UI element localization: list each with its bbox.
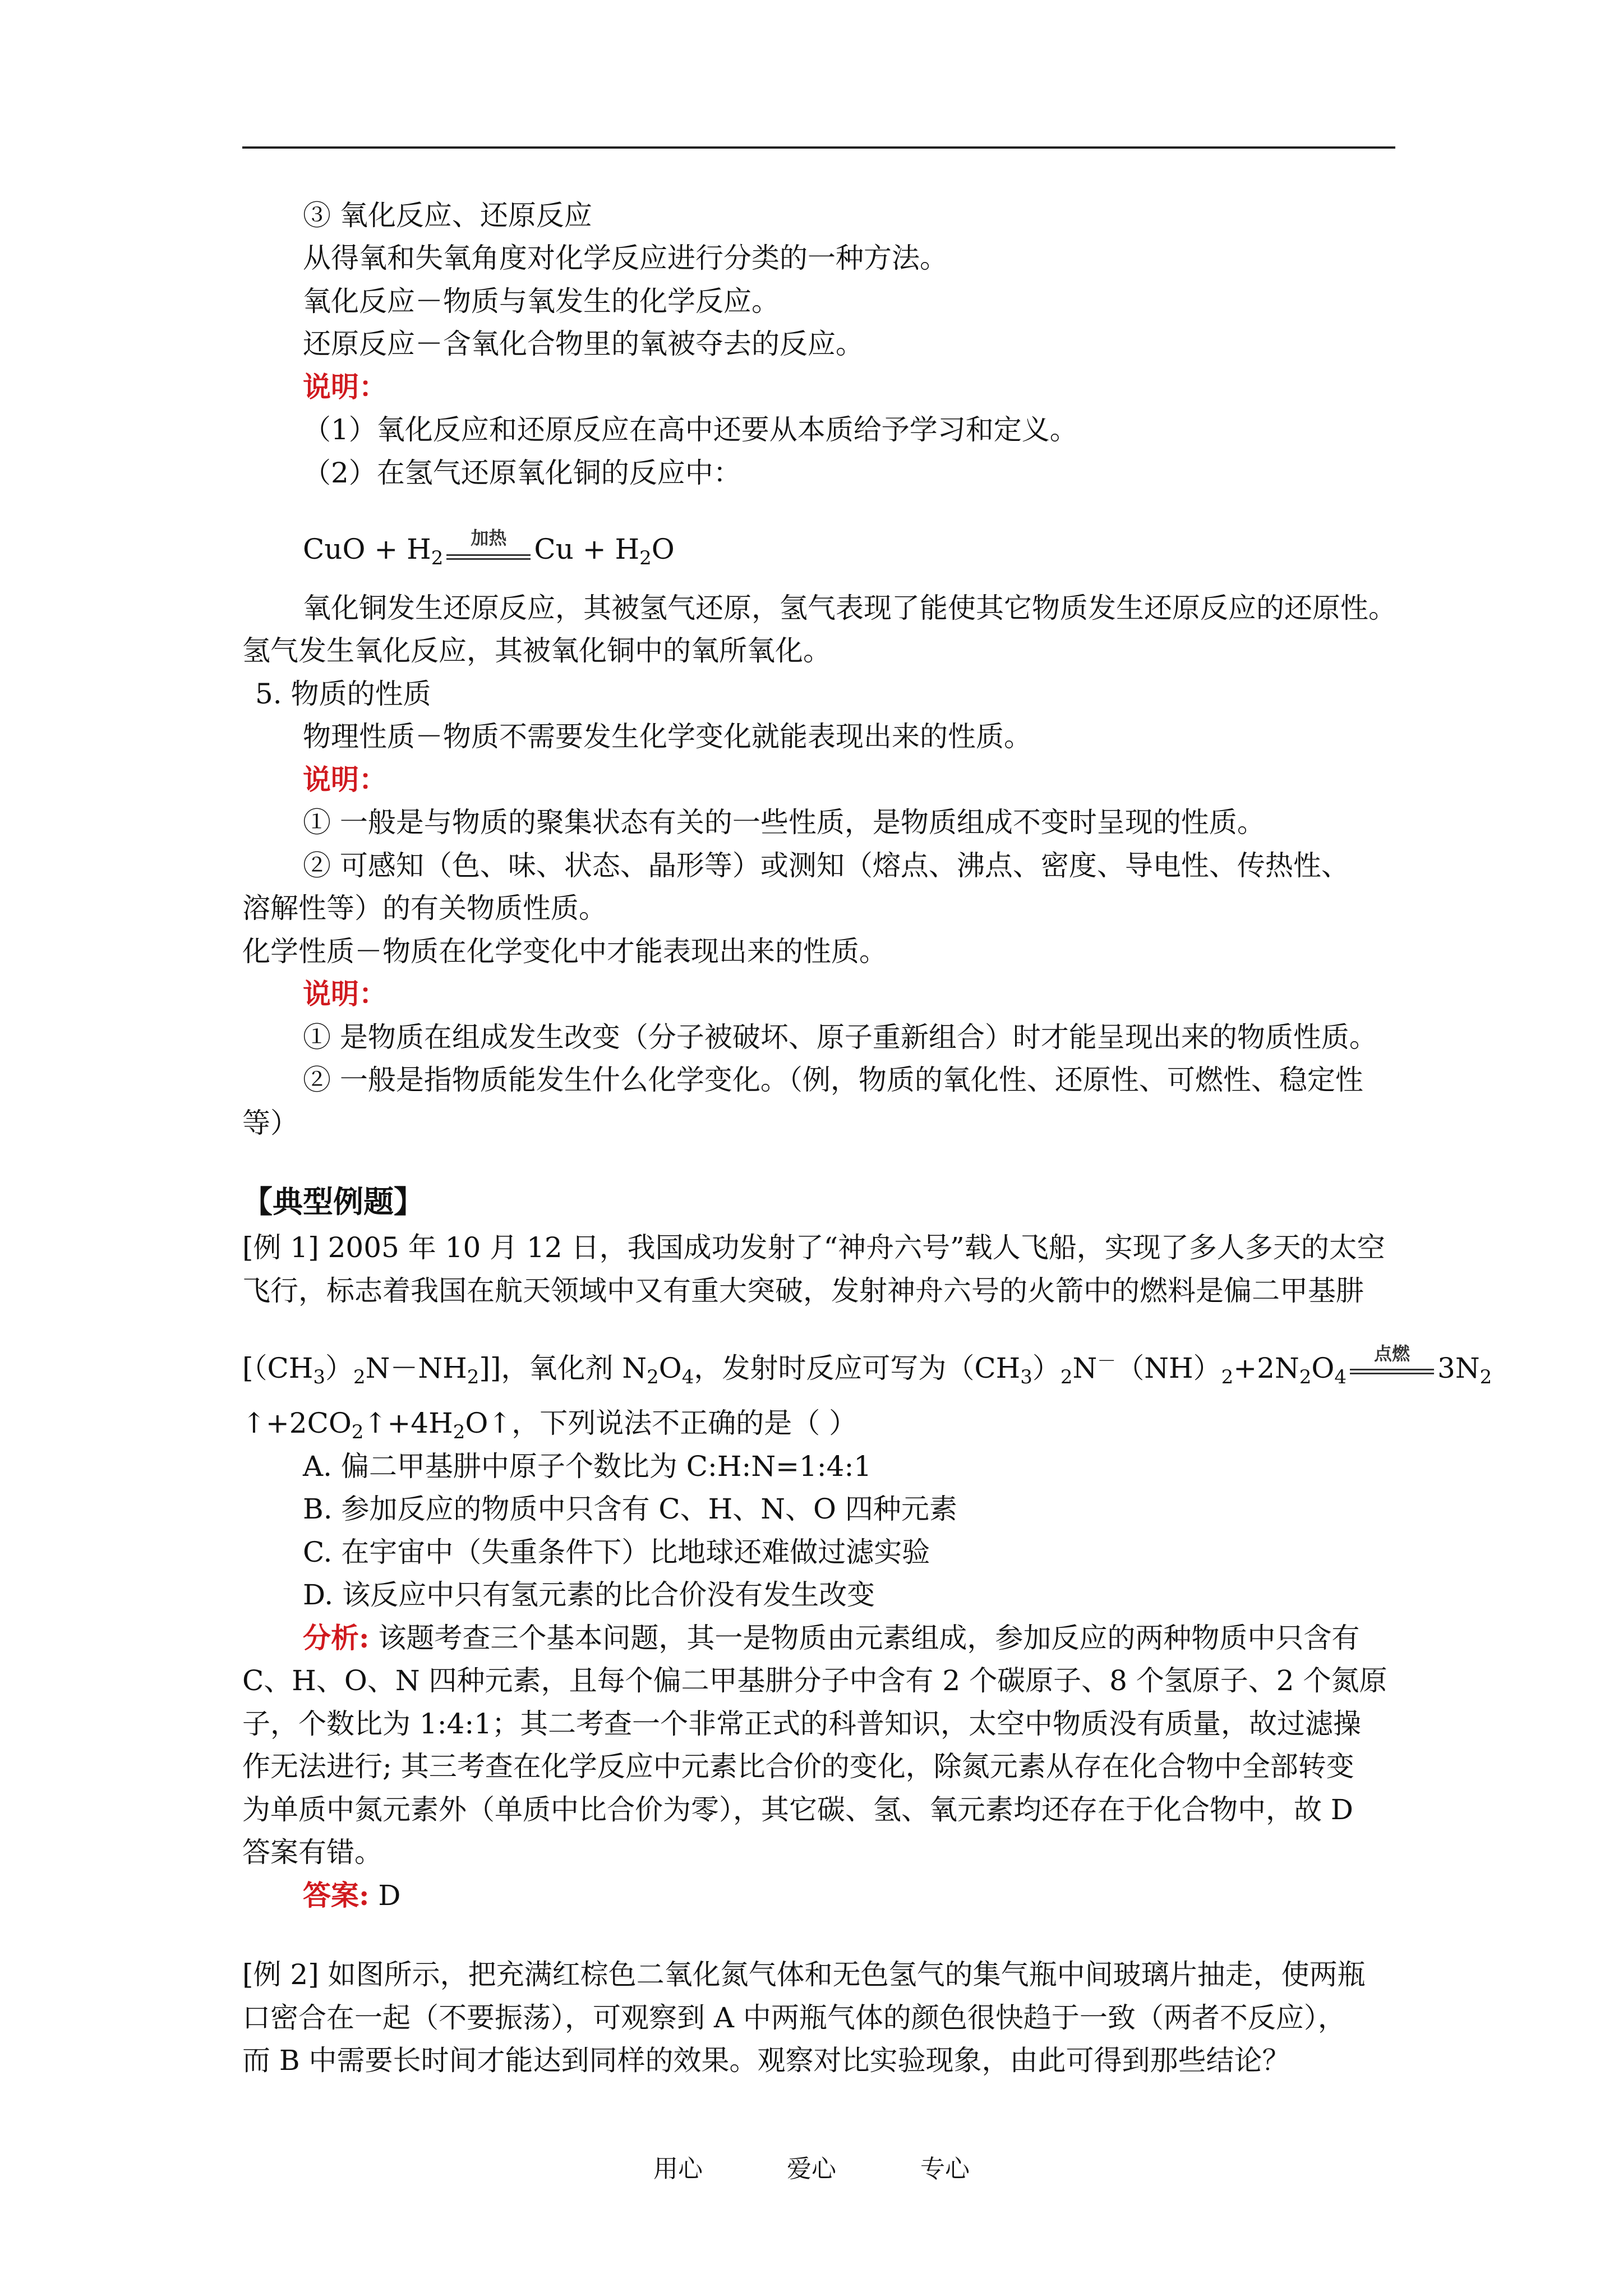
chemical-equation	[303, 527, 675, 569]
example-1-text: [例 1] 2005 年 10 月 12 日，我国成功发射了“神舟六号”载人飞船，实现了多人多天的太空	[242, 1231, 1385, 1264]
example-2-text: 口密合在一起（不要振荡），可观察到 A 中两瓶气体的颜色很快趋于一致（两者不反应），	[242, 2001, 1346, 2034]
paragraph: 氢气发生氧化反应，其被氧化铜中的氧所氧化。	[242, 634, 831, 667]
analysis-text: 子，个数比为 1:4:1；其二考查一个非常正式的科普知识，太空中物质没有质量，故过滤操	[242, 1708, 1362, 1740]
reaction-arrow	[446, 527, 531, 559]
equation-products-end: O	[651, 533, 675, 565]
header-rule	[242, 146, 1395, 149]
footer-item: 爱心	[787, 2155, 836, 2183]
analysis-text: 该题考查三个基本问题，其一是物质由元素组成，参加反应的两种物质中只含有	[369, 1622, 1360, 1654]
subscript: 2	[639, 547, 652, 569]
answer-value: D	[369, 1879, 401, 1912]
note-item: ① 一般是与物质的聚集状态有关的一些性质，是物质组成不变时呈现的性质。	[303, 806, 1265, 839]
analysis	[303, 1620, 1359, 1656]
note-item: ① 是物质在组成发生改变（分子被破坏、原子重新组合）时才能呈现出来的物质性质。	[303, 1021, 1377, 1053]
example-2-text: 而 B 中需要长时间才能达到同样的效果。观察对比实验现象，由此可得到那些结论？	[242, 2044, 1290, 2077]
footer-item: 专心	[920, 2155, 970, 2183]
section-title: 5. 物质的性质	[255, 678, 431, 710]
option-c: C. 在宇宙中（失重条件下）比地球还难做过滤实验	[303, 1536, 930, 1568]
footer-item: 用心	[653, 2155, 703, 2183]
example-2-text: [例 2] 如图所示，把充满红棕色二氧化氮气体和无色氢气的集气瓶中间玻璃片抽走，使两瓶	[242, 1958, 1366, 1991]
note-label: 说明：	[303, 370, 387, 403]
analysis-text: C、H、O、N 四种元素，且每个偏二甲基肼分子中含有 2 个碳原子、8 个氢原子、2 个氮原	[242, 1664, 1387, 1697]
option-a: A. 偏二甲基肼中原子个数比为 C:H:N=1:4:1	[303, 1450, 872, 1483]
subsection-title: ③ 氧化反应、还原反应	[303, 199, 592, 232]
definition-chemical: 化学性质－物质在化学变化中才能表现出来的性质。	[242, 935, 887, 968]
example-1-question: ，下列说法不正确的是（ ）	[511, 1407, 857, 1439]
reaction-condition: 点燃	[1374, 1343, 1410, 1364]
definition-reduction: 还原反应－含氧化合物里的氧被夺去的反应。	[303, 328, 864, 360]
note-item: （1）氧化反应和还原反应在高中还要从本质给予学习和定义。	[303, 413, 1078, 446]
definition-physical: 物理性质－物质不需要发生化学变化就能表现出来的性质。	[303, 720, 1032, 753]
note-item: ② 一般是指物质能发生什么化学变化。（例，物质的氧化性、还原性、可燃性、稳定性	[303, 1064, 1363, 1096]
examples-heading: 【典型例题】	[242, 1184, 424, 1220]
paragraph: 氧化铜发生还原反应，其被氢气还原，氢气表现了能使其它物质发生还原反应的还原性。	[303, 592, 1396, 624]
note-label: 说明：	[303, 763, 387, 796]
note-item-cont: 溶解性等）的有关物质性质。	[242, 892, 607, 924]
answer	[303, 1878, 400, 1913]
note-label: 说明：	[303, 977, 387, 1010]
paragraph: 从得氧和失氧角度对化学反应进行分类的一种方法。	[303, 242, 948, 274]
note-item: ② 可感知（色、味、状态、晶形等）或测知（熔点、沸点、密度、导电性、传热性、	[303, 849, 1349, 882]
example-1-text: 飞行，标志着我国在航天领域中又有重大突破，发射神舟六号的火箭中的燃料是偏二甲基肼	[242, 1274, 1364, 1307]
analysis-text: 为单质中氮元素外（单质中比合价为零），其它碳、氢、氧元素均还存在于化合物中，故 D	[242, 1793, 1353, 1826]
analysis-text: 答案有错。	[242, 1836, 382, 1869]
analysis-label: 分析:	[303, 1621, 370, 1654]
equation-products: Cu + H	[534, 533, 640, 565]
option-d: D. 该反应中只有氢元素的比合价没有发生改变	[303, 1579, 875, 1611]
page-footer	[0, 2148, 1623, 2184]
note-item-cont: 等）	[242, 1107, 298, 1139]
example-1-formula: $[(CH_3)_2N-NH_2]$]，氧化剂 $N_2O_4$，发射时反应可写为$(CH_3)_2N^-(NH)_2+2N_2O_4$ 点燃 $3N_2$	[242, 1343, 1492, 1388]
subscript: 2	[431, 547, 444, 569]
reaction-arrow	[1350, 1343, 1434, 1378]
analysis-text: 作无法进行; 其三考查在化学反应中元素比合价的变化，除氮元素从存在化合物中全部转变	[242, 1750, 1354, 1783]
equation-reactants: CuO + H	[303, 533, 431, 565]
reaction-condition: 加热	[471, 527, 507, 549]
answer-label: 答案:	[303, 1879, 370, 1912]
definition-oxidation: 氧化反应－物质与氧发生的化学反应。	[303, 285, 780, 318]
note-item: （2）在氢气还原氧化铜的反应中：	[303, 457, 741, 489]
option-b: B. 参加反应的物质中只含有 C、H、N、O 四种元素	[303, 1493, 957, 1525]
example-1-formula-cont: $↑+2CO_2↑+4H_2O↑$，下列说法不正确的是（ ）	[242, 1407, 857, 1443]
